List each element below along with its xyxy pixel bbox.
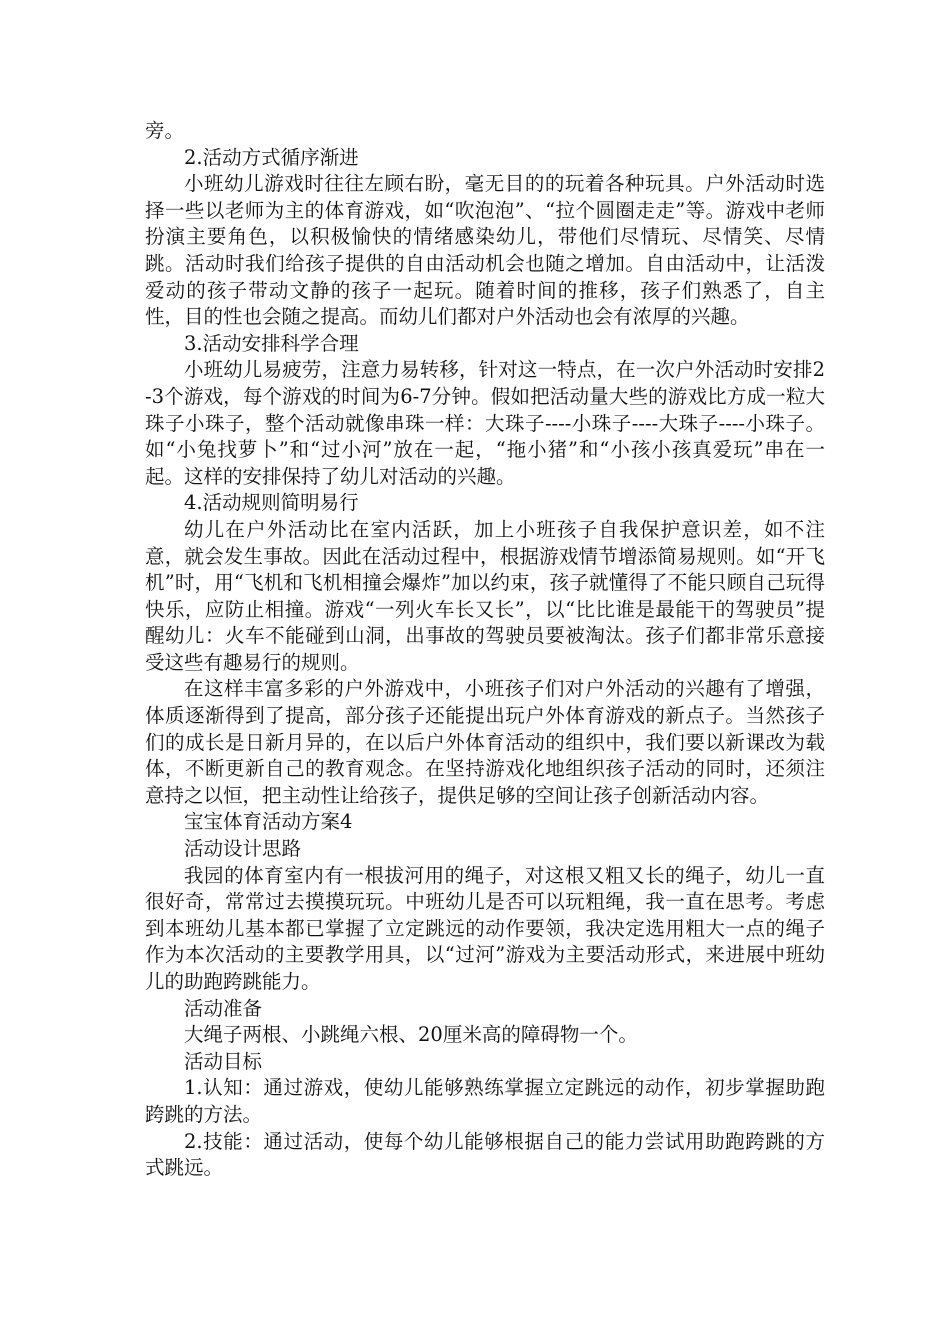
paragraph: 旁。 <box>145 119 185 142</box>
paragraph: 小班幼儿易疲劳，注意力易转移，针对这一特点，在一次户外活动时安排2-3个游戏，每个游戏的时间为6-7分钟。假如把活动量大些的游戏比方成一粒大珠子小珠子，整个活动就像串珠一样：大珠子----小珠子----大珠子----小珠子。如“小兔找萝卜”和“过小河”放在一起，“拖小猪”和“小孩小孩真爱玩”串在一起。这样的安排保持了幼儿对活动的兴趣。 <box>145 358 825 488</box>
document-body <box>145 118 825 1182</box>
paragraph: 幼儿在户外活动比在室内活跃，加上小班孩子自我保护意识差，如不注意，就会发生事故。因此在活动过程中，根据游戏情节增添简易规则。如“开飞机”时，用“飞机和飞机相撞会爆炸”加以约束，孩子就懂得了不能只顾自己玩得快乐，应防止相撞。游戏“一列火车长又长”，以“比比谁是最能干的驾驶员”提醒幼儿：火车不能碰到山洞，出事故的驾驶员要被淘汰。孩子们都非常乐意接受这些有趣易行的规则。 <box>145 517 825 674</box>
paragraph: 1.认知：通过游戏，使幼儿能够熟练掌握立定跳远的动作，初步掌握助跑跨跳的方法。 <box>145 1076 825 1126</box>
paragraph: 2.技能：通过活动，使每个幼儿能够根据自己的能力尝试用助跑跨跳的方式跳远。 <box>145 1129 825 1180</box>
section-heading: 4.活动规则简明易行 <box>184 491 359 515</box>
document-title: 宝宝体育活动方案4 <box>184 810 353 834</box>
section-heading: 2.活动方式循序渐进 <box>184 145 359 169</box>
paragraph: 大绳子两根、小跳绳六根、20厘米高的障碍物一个。 <box>184 1023 638 1047</box>
section-heading: 3.活动安排科学合理 <box>184 331 359 355</box>
section-heading: 活动设计思路 <box>184 837 302 861</box>
section-heading: 活动目标 <box>184 1049 263 1073</box>
paragraph: 在这样丰富多彩的户外游戏中，小班孩子们对户外活动的兴趣有了增强，体质逐渐得到了提高，部分孩子还能提出玩户外体育游戏的新点子。当然孩子们的成长是日新月异的，在以后户外体育活动的组织中，我们要以新课改为载体，不断更新自己的教育观念。在坚持游戏化地组织孩子活动的同时，还须注意持之以恒，把主动性让给孩子，提供足够的空间让孩子创新活动内容。 <box>145 677 825 807</box>
paragraph: 小班幼儿游戏时往往左顾右盼，毫无目的的玩着各种玩具。户外活动时选择一些以老师为主的体育游戏，如“吹泡泡”、“拉个圆圈走走”等。游戏中老师扮演主要角色，以积极愉快的情绪感染幼儿，带他们尽情玩、尽情笑、尽情跳。活动时我们给孩子提供的自由活动机会也随之增加。自由活动中，让活泼爱动的孩子带动文静的孩子一起玩。随着时间的推移，孩子们熟悉了，自主性，目的性也会随之提高。而幼儿们都对户外活动也会有浓厚的兴趣。 <box>145 172 825 329</box>
section-heading: 活动准备 <box>184 996 263 1020</box>
paragraph: 我园的体育室内有一根拔河用的绳子，对这根又粗又长的绳子，幼儿一直很好奇，常常过去摸摸玩玩。中班幼儿是否可以玩粗绳，我一直在思考。考虑到本班幼儿基本都已掌握了立定跳远的动作要领，我决定选用粗大一点的绳子作为本次活动的主要教学用具，以“过河”游戏为主要活动形式，来进展中班幼儿的助跑跨跳能力。 <box>145 863 825 993</box>
